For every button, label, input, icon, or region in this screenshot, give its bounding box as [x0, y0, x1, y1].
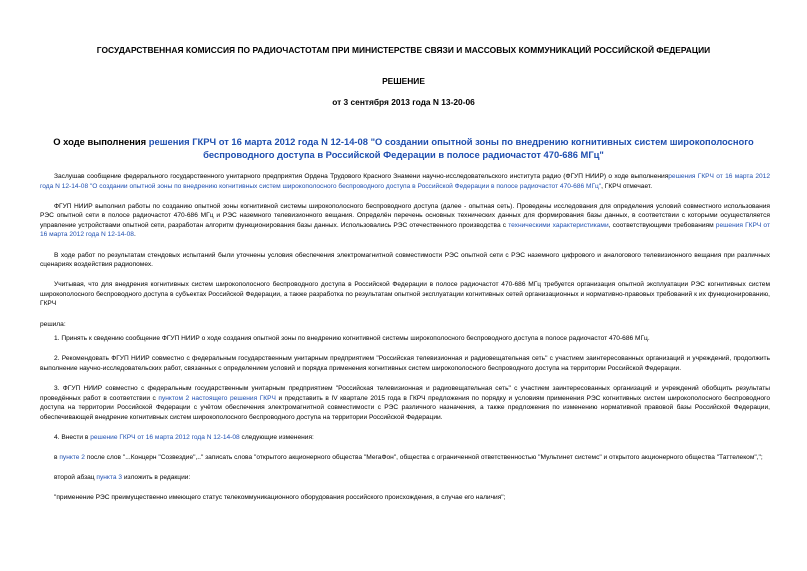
- document-type: РЕШЕНИЕ: [382, 76, 425, 86]
- item4-1-text-a: в: [54, 453, 60, 461]
- item4-text-a: 4. Внести в: [54, 433, 91, 441]
- p1-decision-link[interactable]: решения ГКРЧ от 16 марта 2012 года N 12-14-08 "О создании опытной зоны по внедрению когнитивных систем широкополосного беспроводного доступа в Российской Федерации в полосе радиочастот 470-686 МГц": [40, 173, 770, 190]
- item4-2-text-b: изложить в редакции:: [122, 473, 191, 481]
- heading-prefix: О ходе выполнения: [53, 136, 149, 147]
- item-2: 2. Рекомендовать ФГУП НИИР совместно с федеральным государственным унитарным предприятием "Российская телевизионная и радиовещательная сеть" с участием заинтересованных организаций и учреждений, продолжить выполнение научно-исследовательских работ, связанных с определением условий и порядка применения когнитивных систем широкополосного беспроводного доступа на территории Российской Федерации.: [40, 355, 770, 372]
- p2-decision-link[interactable]: решения ГКРЧ от 16 марта 2012 года N 12-14-08: [40, 221, 770, 239]
- item-3: [40, 384, 770, 422]
- organization-title: ГОСУДАРСТВЕННАЯ КОМИССИЯ ПО РАДИОЧАСТОТАМ ПРИ МИНИСТЕРСТВЕ СВЯЗИ И МАССОВЫХ КОММУНИКАЦИЙ РОССИЙСКОЙ ФЕДЕРАЦИИ: [96, 45, 711, 55]
- p2-tech-specs-link[interactable]: техническими характеристиками: [508, 221, 609, 229]
- item4-2-point3-link[interactable]: пункта 3: [96, 473, 123, 481]
- paragraph-1: [40, 172, 770, 191]
- paragraph-2: [40, 202, 770, 240]
- item-4: [40, 433, 770, 443]
- p2-text-a: ФГУП НИИР выполнил работы по созданию опытной зоны когнитивной системы широкополосного беспроводного доступа (далее - опытная сеть). Проведены исследования для определения условий совместного использования РЭС опытной сети в полосе радиочастот 470-686 МГц и РЭС наземного телевизионного вещания. Определён перечень основных технических данных для формирования базы данных, в соответствии с которыми осуществляется управление устройствами опытной сети, разработан алгоритм функционирования базы данных. Использовались РЭС отечественного производства с: [40, 202, 770, 229]
- item3-text-a: 3. ФГУП НИИР совместно с федеральным государственным унитарным предприятием "Российская телевизионная и радиовещательная сеть" с участием заинтересованных организаций и учреждений обобщить результаты проведённых работ в соответствии с: [40, 384, 770, 402]
- p2-text-c: .: [133, 231, 136, 239]
- item4-text-b: следующие изменения:: [239, 433, 314, 441]
- item-1: 1. Принять к сведению сообщение ФГУП НИИР о ходе создания опытной зоны по внедрению когнитивной системы широкополосного беспроводного доступа в полосе радиочастот 470-686 МГц.: [54, 335, 650, 343]
- item3-text-b: и представить в IV квартале 2015 года в ГКРЧ предложения по порядку и условиям применения РЭС когнитивных систем широкополосного беспроводного доступа на территории Российской Федерации с учётом обеспечения электромагнитной совместимости с РЭС различного назначения, а также предложения по изменению нормативной правовой базы Российской Федерации, обеспечивающей внедрение когнитивных систем широкополосного беспроводного доступа на территории Российской Федерации.: [40, 394, 770, 421]
- item-4-3: "применение РЭС преимущественно имеющего статус телекоммуникационного оборудования российского происхождения, в случае его наличия";: [54, 494, 506, 502]
- document-heading: [40, 135, 767, 161]
- paragraph-4: Учитывая, что для внедрения когнитивных систем широкополосного беспроводного доступа в Российской Федерации в полосе радиочастот 470-686 МГц требуется организация опытной эксплуатации РЭС когнитивных систем широкополосного беспроводного доступа в субъектах Российской Федерации, а также разработка по результатам опытной эксплуатации когнитивных сетей организационных и нормативно-правовых требований к их функционированию, ГКРЧ: [40, 281, 770, 308]
- item3-point2-link[interactable]: пунктом 2 настоящего решения ГКРЧ: [158, 394, 276, 402]
- item-4-2: [40, 473, 770, 483]
- item4-decision-link[interactable]: решение ГКРЧ от 16 марта 2012 года N 12-14-08: [90, 433, 240, 441]
- item4-2-text-a: второй абзац: [54, 473, 97, 481]
- paragraph-3: В ходе работ по результатам стендовых испытаний были уточнены условия обеспечения электромагнитной совместимости РЭС опытной сети с РЭС наземного цифрового и аналогового телевизионного вещания при различных сценариях воздействия радиопомех.: [40, 251, 770, 269]
- p1-text-a: Заслушав сообщение федерального государственного унитарного предприятия Ордена Трудового Красного Знамени научно-исследовательского института радио (ФГУП НИИР) о ходе выполнения: [54, 173, 669, 180]
- document-body: [40, 172, 770, 513]
- p1-text-b: , ГКРЧ отмечает.: [601, 182, 653, 190]
- item4-1-point2-link[interactable]: пункте 2: [59, 453, 85, 461]
- document-date-number: от 3 сентября 2013 года N 13-20-06: [332, 97, 475, 107]
- heading-decision-link[interactable]: решения ГКРЧ от 16 марта 2012 года N 12-14-08 "О создании опытной зоны по внедрению когнитивных систем широкополосного беспроводного доступа в Российской Федерации в полосе радиочастот 470-686 МГц": [148, 136, 754, 160]
- item4-1-text-b: после слов "...Концерн "Созвездие",.." записать слова "открытого акционерного общества "МегаФон", общества с ограниченной ответственностью "Мультинет системс" и открытого акционерного общества "Таттелеком",";: [84, 453, 763, 461]
- item-4-1: [40, 453, 770, 463]
- p2-text-b: , соответствующими требованиям: [608, 221, 716, 229]
- decided-label: решила:: [40, 320, 66, 328]
